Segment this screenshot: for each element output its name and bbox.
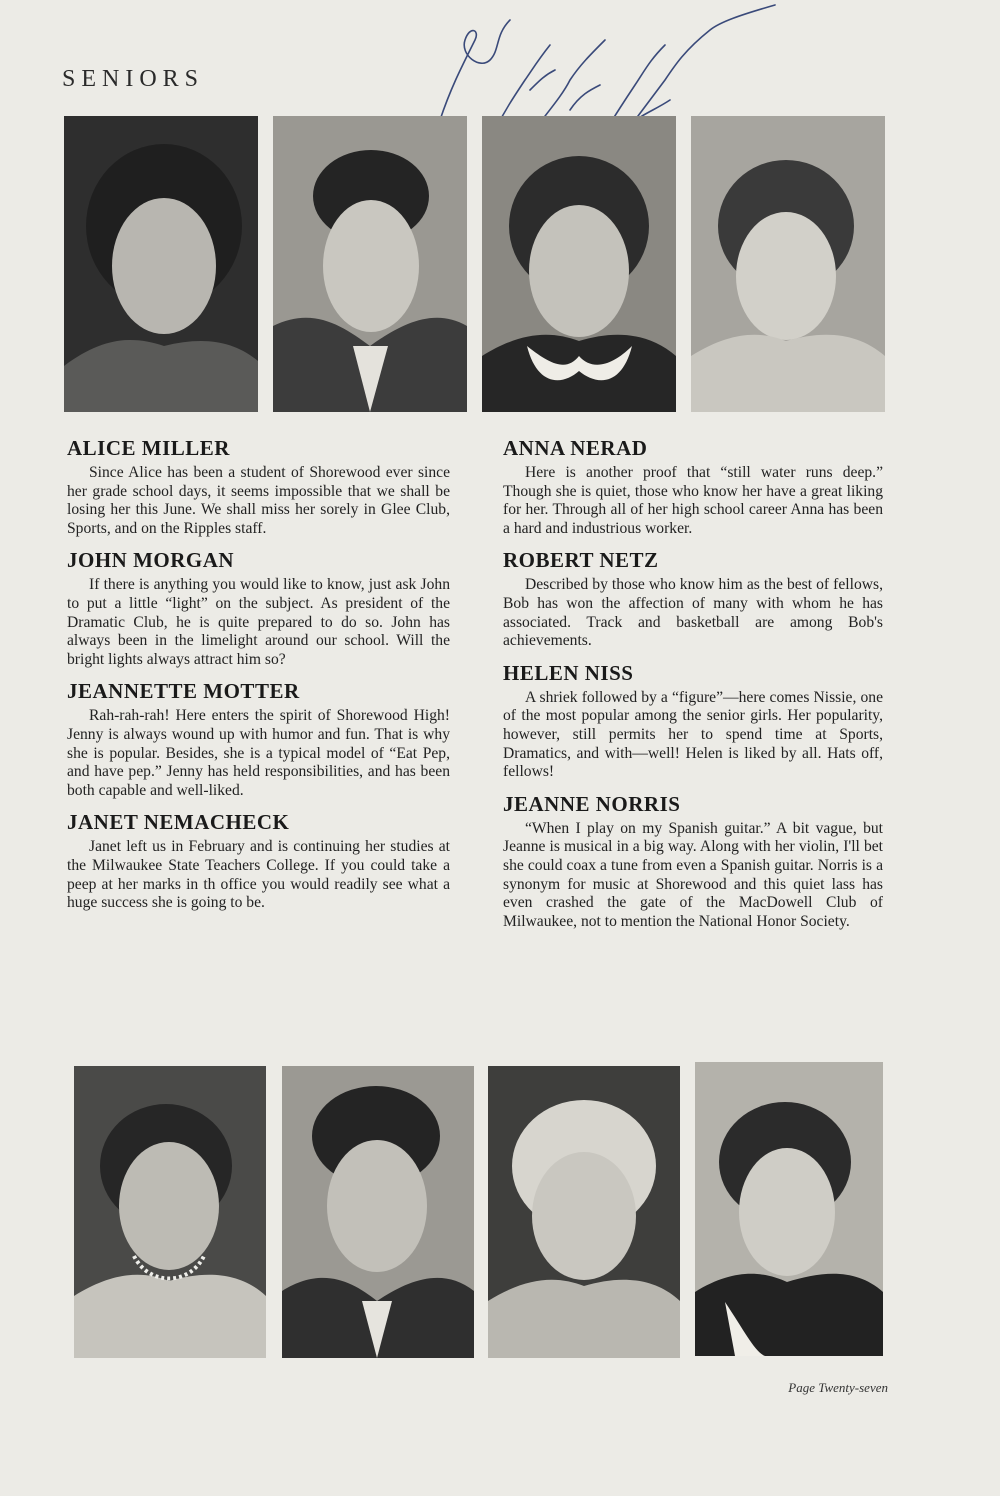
portrait-robert-netz [691, 116, 885, 412]
senior-bio: Rah-rah-rah! Here enters the spirit of Shorewood High! Jenny is always wound up with humor and fun. That is why she is popular. Besides, she is a typical model of “Eat Pep, and have pep.” Jenny has held responsibilities, and has been both capable and well-liked. [67, 707, 450, 799]
senior-name: ROBERT NETZ [503, 548, 659, 573]
senior-entry [503, 548, 883, 650]
senior-entry [503, 661, 883, 782]
senior-bio: “When I play on my Spanish guitar.” A bit vague, but Jeanne is musical in a big way. Along with her violin, I'll bet she could coax a tune from even a Spanish guitar. Norris is a synonym for music at Shorewood and this quiet lass has even crashed the gate of the MacDowell Club of Milwaukee, not to mention the National Honor Society. [503, 819, 883, 930]
senior-bio: Since Alice has been a student of Shorewood ever since her grade school days, it seems impossible that we shall be losing her this June. We shall miss her sorely in Glee Club, Sports, and on the Ripples staff. [67, 464, 450, 537]
portrait-anna-nerad [482, 116, 676, 412]
senior-entry [67, 436, 450, 538]
portrait-helen-niss [488, 1066, 680, 1358]
senior-name: ALICE MILLER [67, 436, 230, 460]
senior-bio: Janet left us in February and is continuing her studies at the Milwaukee State Teachers College. If you could take a peep at her marks in th office you would readily see what a huge success she is going to be. [67, 838, 450, 912]
senior-bio: If there is anything you would like to know, just ask John to put a little “light” on the subject. As president of the Dramatic Club, he is quite prepared to do so. John has always been in the limelight around our school. Will the bright lights always attract him so? [67, 576, 450, 668]
senior-bio: A shriek followed by a “figure”—here comes Nissie, one of the most popular among the senior girls. Her popularity, however, still permits her to spend time at Sports, Dramatics, and with—well! Helen is liked by all. Hats off, fellows! [503, 688, 883, 781]
section-title: SENIORS [62, 66, 205, 92]
senior-name: JANET NEMACHECK [67, 810, 290, 835]
senior-name: HELEN NISS [503, 660, 634, 685]
senior-entry [503, 436, 883, 538]
senior-entry [67, 679, 450, 800]
senior-entry [67, 810, 450, 912]
left-column [67, 436, 450, 923]
senior-entry [503, 792, 883, 932]
portrait-jeanne-norris [695, 1062, 883, 1356]
senior-name: JEANNE NORRIS [503, 791, 681, 816]
right-column [503, 436, 883, 941]
portrait-john-morgan [273, 116, 467, 412]
portrait-janet-nemacheck [282, 1066, 474, 1358]
portrait-alice-miller [64, 116, 258, 412]
senior-name: JOHN MORGAN [67, 548, 235, 573]
senior-bio: Described by those who know him as the best of fellows, Bob has won the affection of many with whom he has associated. Track and basketball are among Bob's achievements. [503, 576, 883, 650]
senior-name: JEANNETTE MOTTER [67, 679, 300, 704]
page-number: Page Twenty-seven [788, 1380, 888, 1395]
senior-name: ANNA NERAD [503, 436, 648, 460]
senior-entry [67, 548, 450, 669]
senior-bio: Here is another proof that “still water runs deep.” Though she is quiet, those who know her have a great liking for her. Through all of her high school career Anna has been a hard and industrious worker. [503, 464, 883, 537]
portrait-jeannette-motter [74, 1066, 266, 1358]
